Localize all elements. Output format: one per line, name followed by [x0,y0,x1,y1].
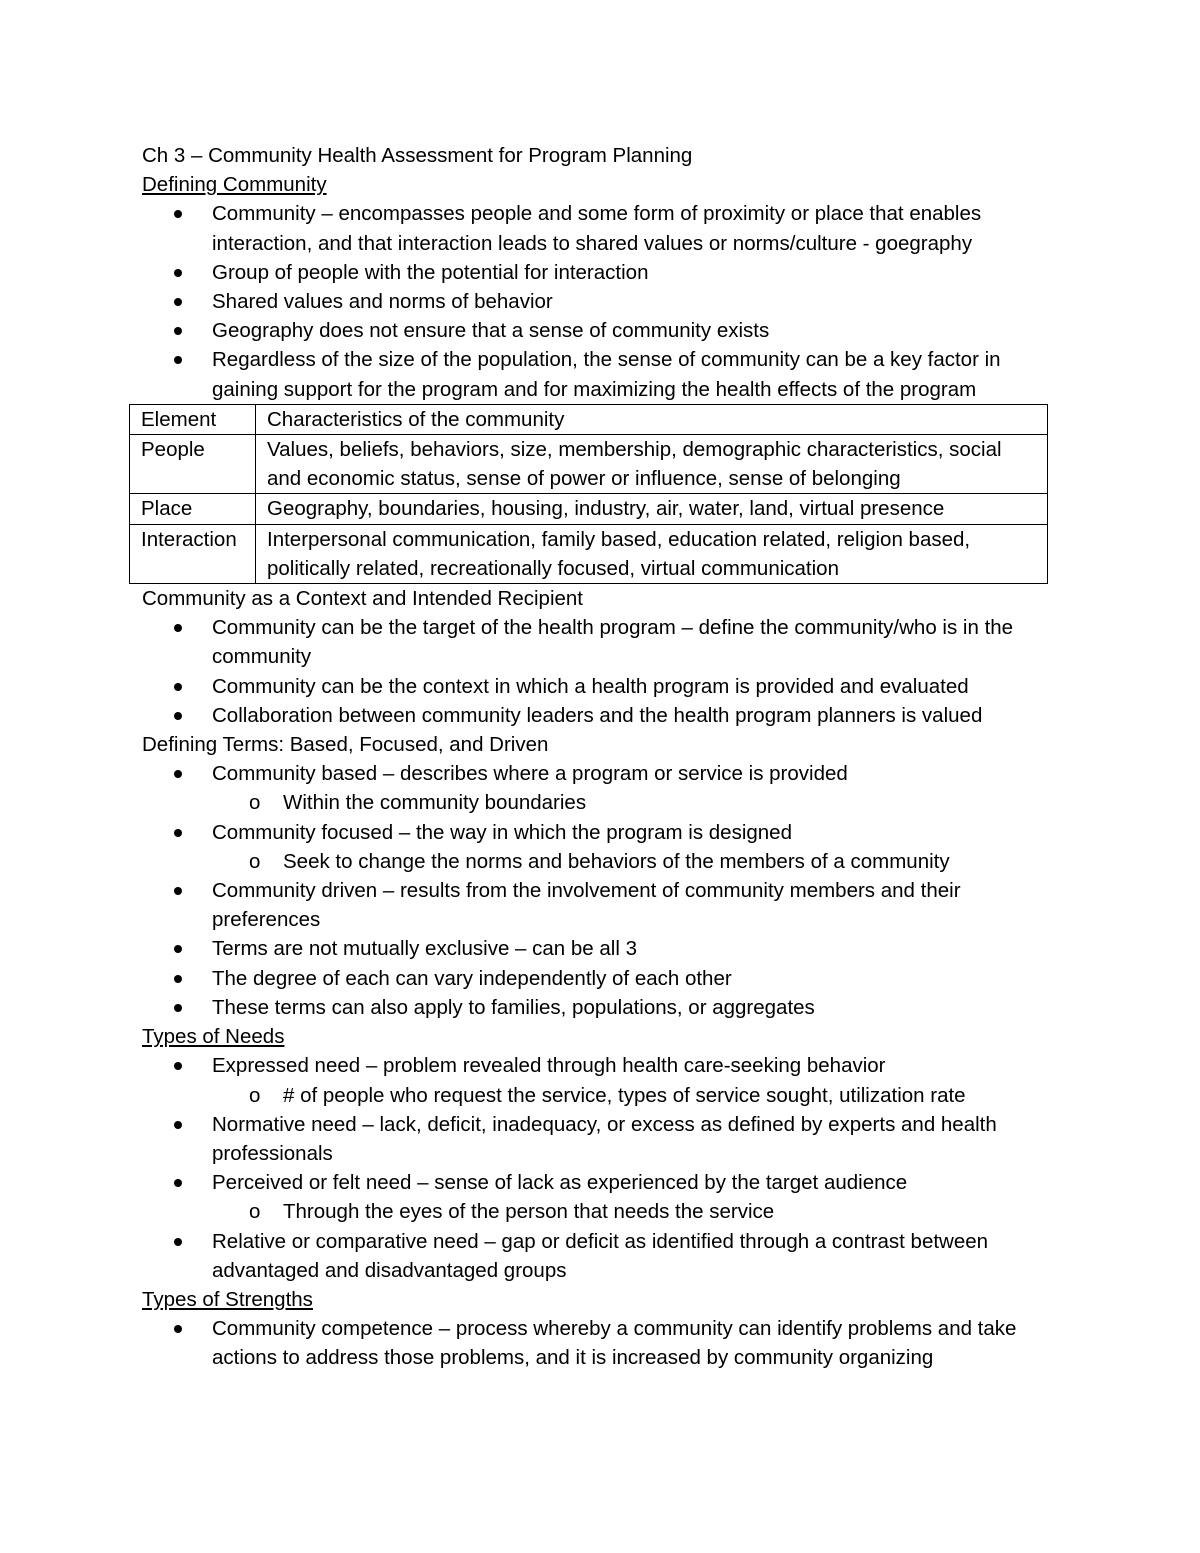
bullet-list-defining-terms [142,759,1052,1022]
list-item: Community can be the context in which a health program is provided and evaluated [142,672,1052,701]
document-title: Ch 3 – Community Health Assessment for Program Planning [142,144,693,167]
section-heading-types-of-strengths: Types of Strengths [142,1287,313,1311]
bullet-list-types-of-needs [142,1051,1052,1285]
list-item: Normative need – lack, deficit, inadequacy, or excess as defined by experts and health professionals [142,1110,1052,1168]
table-row [130,524,1048,583]
sub-list-item: o Within the community boundaries [142,788,1052,817]
table-cell-characteristics: Values, beliefs, behaviors, size, membership, demographic characteristics, social and economic status, sense of power or influence, sense of belonging [256,435,1048,494]
table-header-characteristics: Characteristics of the community [256,404,1048,434]
table-header-row [130,404,1048,434]
list-item: Expressed need – problem revealed through health care-seeking behavior [142,1051,1052,1080]
sub-list-item: o Through the eyes of the person that needs the service [142,1197,1052,1226]
sub-list-item: o Seek to change the norms and behaviors of the members of a community [142,847,1052,876]
list-item: Group of people with the potential for interaction [142,258,1052,287]
list-item: Collaboration between community leaders and the health program planners is valued [142,701,1052,730]
list-item: These terms can also apply to families, populations, or aggregates [142,993,1052,1022]
list-item: Relative or comparative need – gap or deficit as identified through a contrast between advantaged and disadvantaged groups [142,1227,1052,1285]
sub-list-item: o # of people who request the service, types of service sought, utilization rate [142,1081,1052,1110]
table-row [130,435,1048,494]
list-item: Community based – describes where a program or service is provided [142,759,1052,788]
list-item: Shared values and norms of behavior [142,287,1052,316]
bullet-list-types-of-strengths [142,1314,1052,1372]
list-item: Regardless of the size of the population, the sense of community can be a key factor in gaining support for the program and for maximizing the health effects of the program [142,345,1052,403]
section-heading-defining-community: Defining Community [142,173,327,197]
list-item: Community driven – results from the involvement of community members and their preferences [142,876,1052,934]
table-cell-characteristics: Geography, boundaries, housing, industry, air, water, land, virtual presence [256,494,1048,524]
list-item: Community competence – process whereby a community can identify problems and take actions to address those problems, and it is increased by community organizing [142,1314,1052,1372]
table-cell-element: Place [130,494,256,524]
section-heading-defining-terms: Defining Terms: Based, Focused, and Driven [142,733,549,757]
bullet-list-defining-community [142,199,1052,403]
table-cell-element: People [130,435,256,494]
list-item: Community focused – the way in which the program is designed [142,818,1052,847]
list-item: Community – encompasses people and some form of proximity or place that enables interaction, and that interaction leads to shared values or norms/culture - goegraphy [142,199,1052,257]
list-item: Terms are not mutually exclusive – can be all 3 [142,934,1052,963]
table-header-element: Element [130,404,256,434]
table-cell-element: Interaction [130,524,256,583]
bullet-list-context [142,613,1052,730]
table-row [130,494,1048,524]
list-item: Community can be the target of the health program – define the community/who is in the community [142,613,1052,671]
list-item: The degree of each can vary independently of each other [142,964,1052,993]
community-elements-table [129,404,1048,584]
table-cell-characteristics: Interpersonal communication, family based, education related, religion based, politically related, recreationally focused, virtual communication [256,524,1048,583]
list-item: Geography does not ensure that a sense of community exists [142,316,1052,345]
section-heading-context: Community as a Context and Intended Recipient [142,587,584,611]
document-page [142,141,1052,1373]
list-item: Perceived or felt need – sense of lack as experienced by the target audience [142,1168,1052,1197]
section-heading-types-of-needs: Types of Needs [142,1025,285,1049]
